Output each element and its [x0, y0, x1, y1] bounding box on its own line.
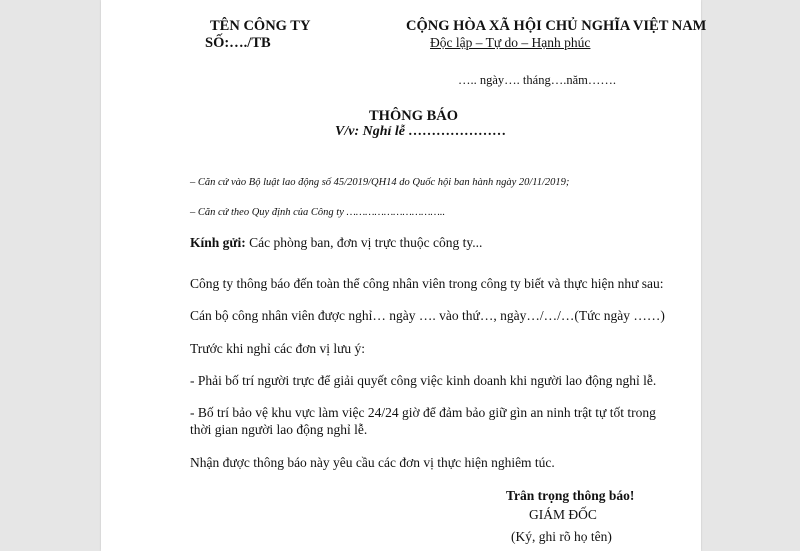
body-notes-heading: Trước khi nghỉ các đơn vị lưu ý: — [190, 341, 366, 356]
body-schedule: Cán bộ công nhân viên được nghỉ… ngày …. vào thứ…, ngày…/…/…(Tức ngày ……) — [190, 308, 665, 323]
body-closing: Nhận được thông báo này yêu cầu các đơn vị thực hiện nghiêm túc. — [190, 455, 555, 470]
body-intro: Công ty thông báo đến toàn thể công nhân viên trong công ty biết và thực hiện như sau: — [190, 276, 664, 291]
body-note-1: - Phải bố trí người trực để giải quyết công việc kinh doanh khi người lao động nghỉ lễ. — [190, 373, 657, 388]
basis-line-1: – Căn cứ vào Bộ luật lao động số 45/2019/QH14 do Quốc hội ban hành ngày 20/11/2019; — [190, 177, 570, 188]
body-note-2-line-1: - Bố trí bảo vệ khu vực làm việc 24/24 giờ để đảm bảo giữ gìn an ninh trật tự tốt trong — [190, 405, 656, 420]
document-title: THÔNG BÁO — [369, 108, 459, 124]
signature-regards: Trân trọng thông báo! — [506, 488, 635, 503]
recipient-line — [190, 235, 482, 251]
company-name: TÊN CÔNG TY — [210, 18, 311, 34]
basis-line-2: – Căn cứ theo Quy định của Công ty ………………………….. — [190, 207, 446, 218]
document-number: SỐ:…./TB — [205, 35, 271, 51]
signature-title: GIÁM ĐỐC — [529, 507, 597, 522]
recipient-text: Các phòng ban, đơn vị trực thuộc công ty... — [245, 235, 483, 250]
recipient-label: Kính gửi: — [190, 235, 246, 250]
document-page — [101, 0, 707, 551]
date-line: ….. ngày…. tháng….năm……. — [458, 73, 616, 87]
motto: Độc lập – Tự do – Hạnh phúc — [430, 35, 591, 50]
nation-heading: CỘNG HÒA XÃ HỘI CHỦ NGHĨA VIỆT NAM — [406, 18, 707, 34]
signature-note: (Ký, ghi rõ họ tên) — [511, 529, 612, 544]
body-note-2-line-2: thời gian người lao động nghỉ lễ. — [190, 422, 368, 437]
document-subject: V/v: Nghỉ lễ ………………… — [335, 124, 507, 139]
